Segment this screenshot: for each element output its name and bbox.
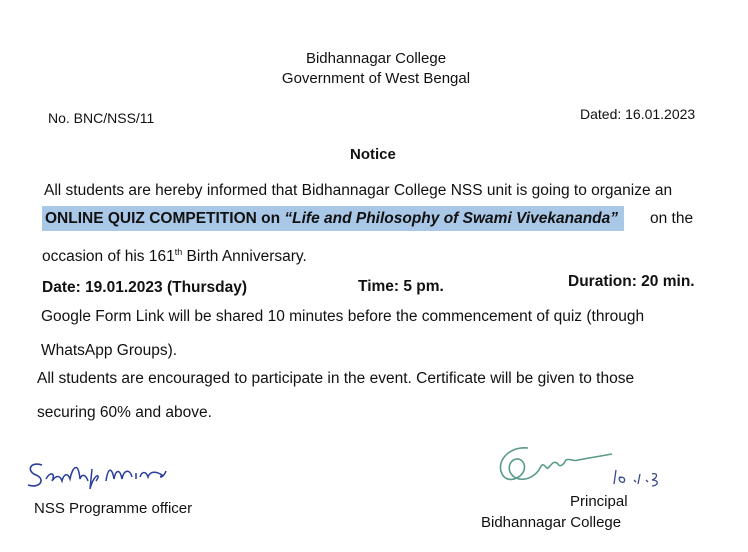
form-link-line1: Google Form Link will be shared 10 minutes before the commencement of quiz (through	[41, 308, 645, 325]
dated: Dated: 16.01.2023	[580, 106, 696, 122]
encourage-line2: securing 60% and above.	[37, 404, 212, 421]
event-duration: Duration: 20 min.	[568, 273, 695, 290]
encourage-line1: All students are encouraged to participate in the event. Certificate will be given to those	[37, 370, 635, 387]
highlight-topic: “Life and Philosophy of Swami Vivekananda”	[284, 210, 618, 227]
occasion-sup: th	[174, 247, 183, 257]
principal-title: Principal	[570, 493, 628, 510]
quiz-highlight-line	[42, 210, 624, 228]
occasion-post: Birth Anniversary.	[182, 248, 307, 266]
on-the-text: on the	[650, 210, 694, 227]
intro-line: All students are hereby informed that Bidhannagar College NSS unit is going to organize an	[44, 182, 673, 199]
quiz-highlight	[42, 206, 624, 231]
form-link-line2: WhatsApp Groups).	[41, 342, 178, 359]
event-time: Time: 5 pm.	[358, 278, 444, 295]
highlight-prefix: ONLINE QUIZ COMPETITION on	[45, 210, 281, 227]
notice-title: Notice	[350, 146, 396, 163]
occasion-pre: occasion of his 161	[42, 248, 175, 266]
nss-officer-title: NSS Programme officer	[34, 500, 193, 517]
event-date: Date: 19.01.2023 (Thursday)	[42, 279, 248, 296]
institution-name: Bidhannagar College	[305, 50, 447, 67]
principal-org: Bidhannagar College	[481, 514, 622, 531]
nss-officer-signature	[22, 455, 182, 495]
government-name: Government of West Bengal	[281, 70, 471, 87]
occasion-line	[42, 247, 307, 266]
reference-number: No. BNC/NSS/11	[48, 110, 155, 126]
principal-signature	[488, 440, 688, 495]
